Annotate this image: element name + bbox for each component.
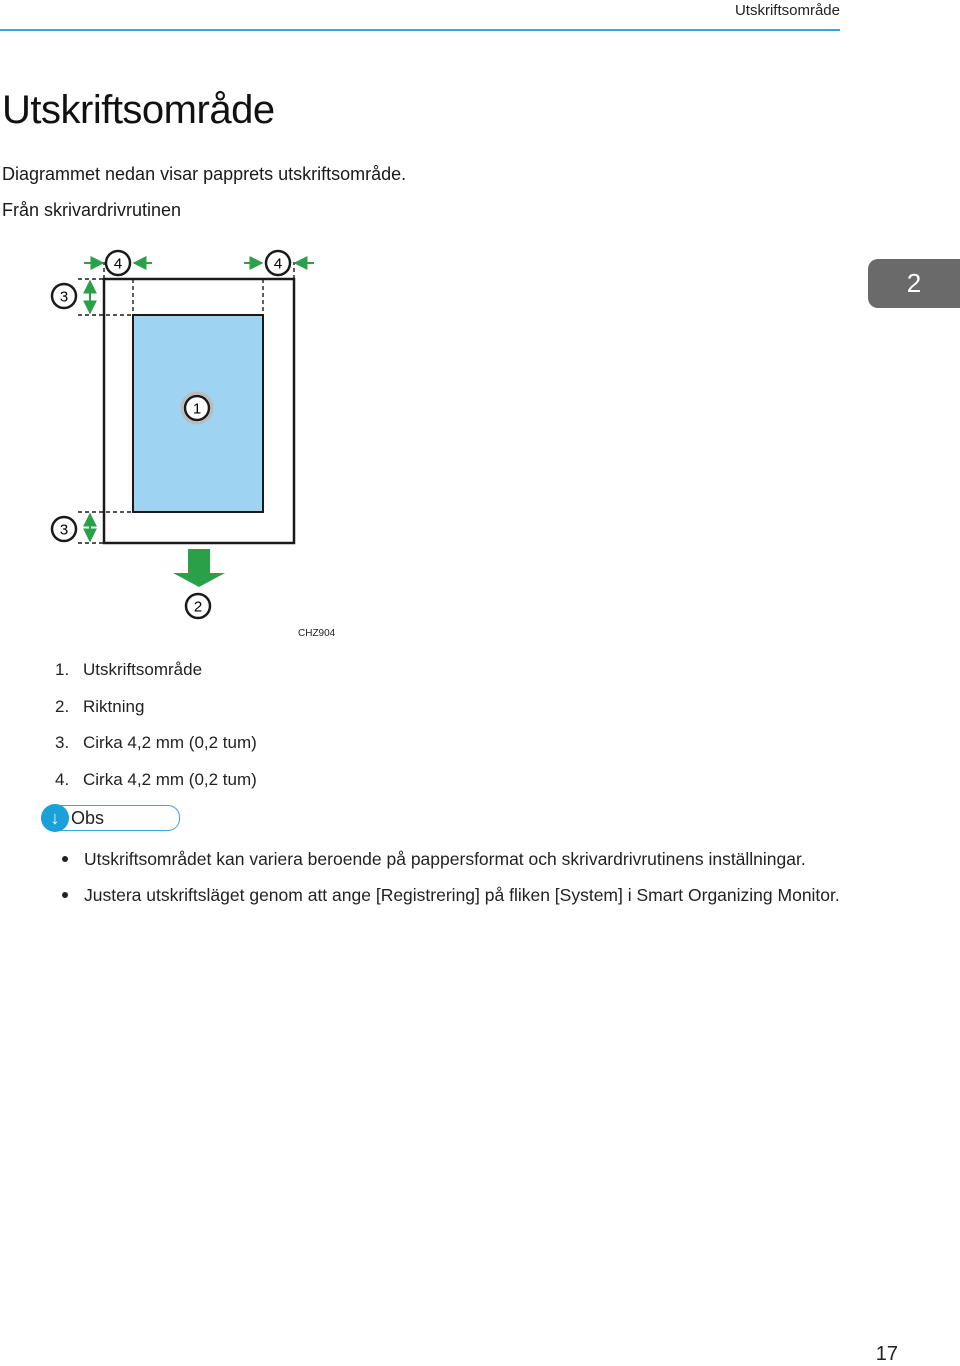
svg-text:2: 2 (193, 598, 203, 616)
svg-text:3: 3 (59, 521, 69, 539)
running-header-title: Utskriftsområde (734, 2, 840, 19)
print-area-diagram (0, 240, 360, 645)
callout-2 (186, 594, 210, 618)
diagram-code: CHZ904 (298, 628, 336, 639)
note-header (42, 805, 180, 831)
direction-arrow-icon (173, 549, 225, 587)
callout-4-left (106, 251, 130, 275)
callout-1 (182, 393, 212, 423)
page-number: 17 (875, 1343, 898, 1365)
down-arrow-icon: ↓ (41, 804, 69, 832)
callout-3-top (52, 284, 76, 308)
svg-text:3: 3 (59, 288, 69, 306)
chapter-tab: 2 (868, 259, 960, 308)
note-title: Obs (71, 808, 105, 828)
note-list (62, 845, 842, 917)
note-item: Utskriftsområdet kan variera beroende på pappersformat och skrivardrivrutinens inställningar. (62, 845, 842, 873)
legend-item: 4. Cirka 4,2 mm (0,2 tum) (55, 769, 257, 789)
intro-text: Diagrammet nedan visar papprets utskriftsområde. (2, 164, 407, 184)
callout-4-right (266, 251, 290, 275)
running-header (0, 0, 840, 31)
legend-list (55, 656, 257, 802)
svg-text:4: 4 (113, 255, 123, 273)
legend-item: 3. Cirka 4,2 mm (0,2 tum) (55, 733, 257, 752)
note-item: Justera utskriftsläget genom att ange [Registrering] på fliken [System] i Smart Organizing Monitor. (62, 881, 842, 909)
legend-item: 2. Riktning (55, 696, 145, 716)
page-title: Utskriftsområde (2, 88, 275, 132)
svg-text:4: 4 (273, 255, 283, 273)
subheading: Från skrivardrivrutinen (2, 200, 182, 220)
svg-text:1: 1 (192, 400, 202, 418)
callout-3-bottom (52, 517, 76, 541)
legend-item: 1. Utskriftsområde (55, 660, 203, 679)
